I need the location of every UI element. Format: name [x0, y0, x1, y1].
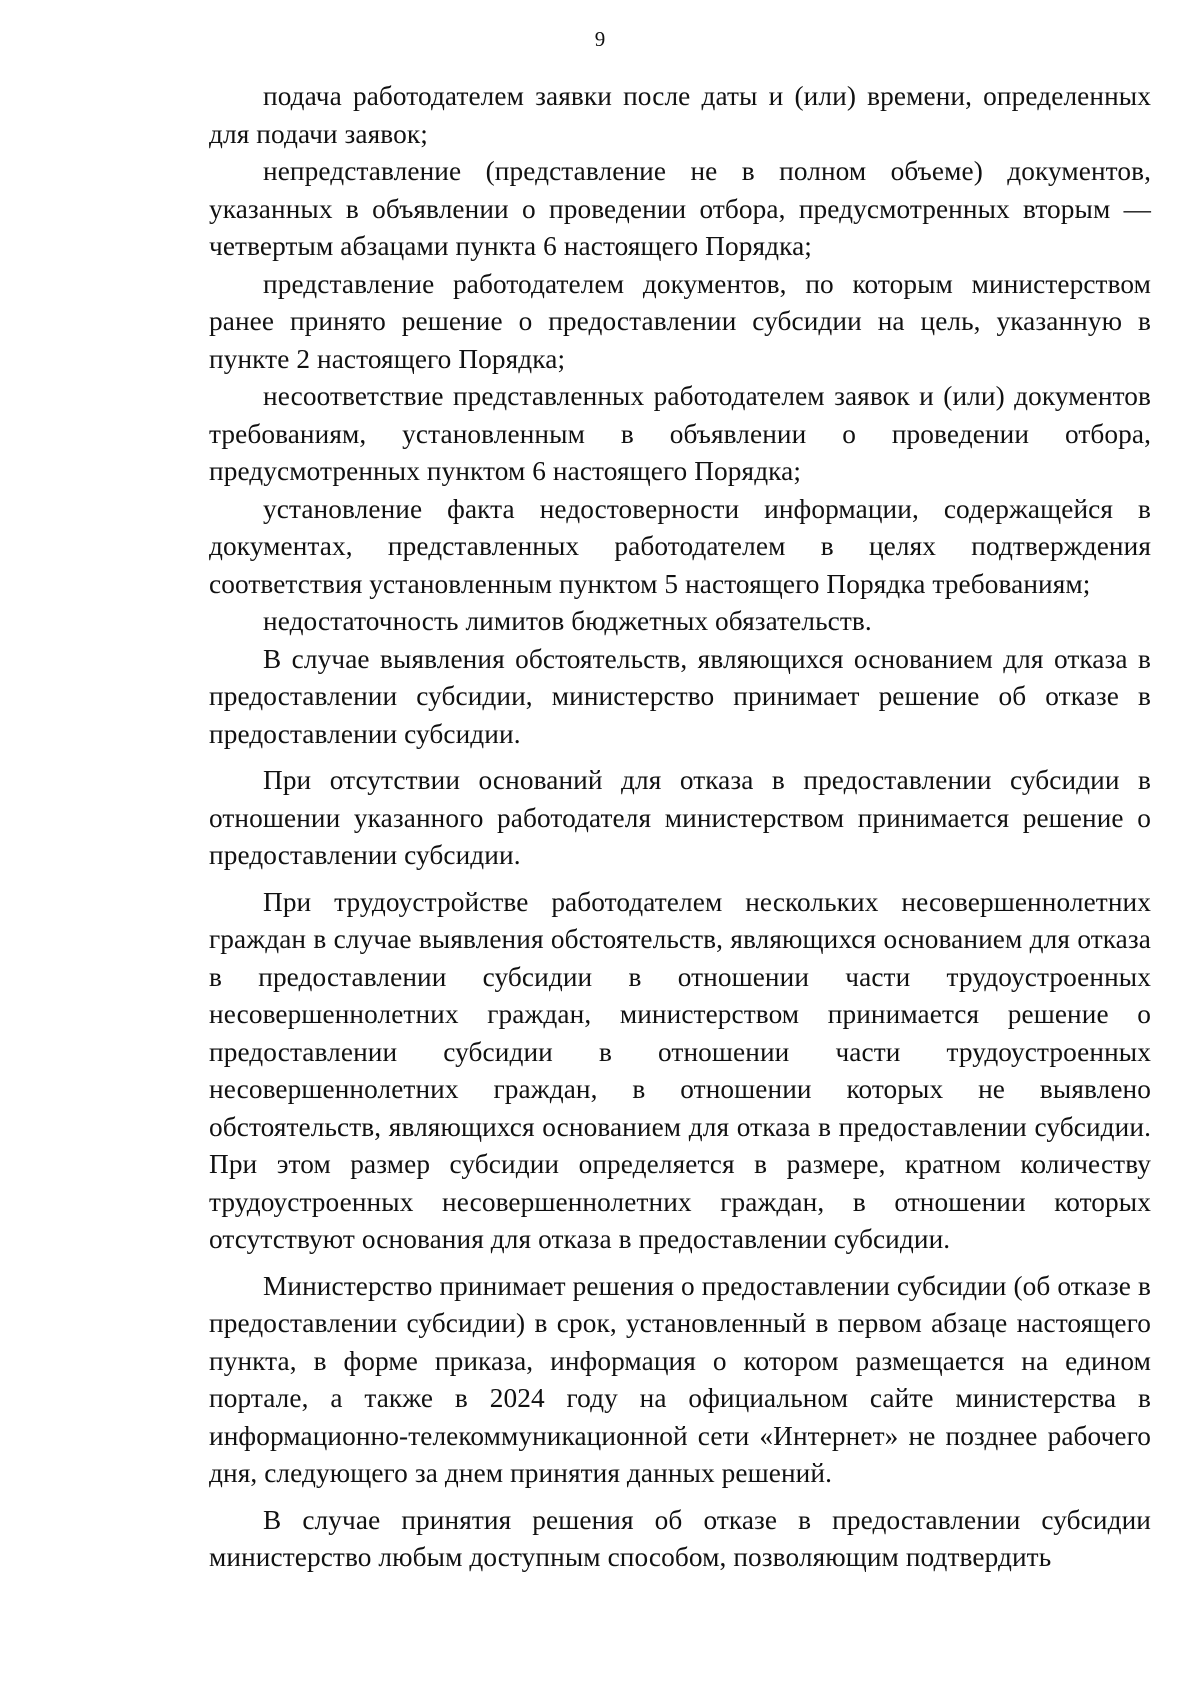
paragraph: В случае принятия решения об отказе в предоставлении субсидии министерство любым доступным способом, позволяющим подтвердить — [209, 1504, 1151, 1572]
paragraph: несоответствие представленных работодателем заявок и (или) документов требованиям, установленным в объявлении о проведении отбора, предусмотренных пунктом 6 настоящего Порядка; — [209, 381, 1151, 486]
document-body — [209, 78, 1151, 1577]
paragraph: В случае выявления обстоятельств, являющихся основанием для отказа в предоставлении субсидии, министерство принимает решение об отказе в предоставлении субсидии. — [209, 643, 1151, 749]
paragraph: недостаточность лимитов бюджетных обязательств. — [263, 606, 872, 636]
paragraph: При трудоустройстве работодателем нескольких несовершеннолетних граждан в случае выявления обстоятельств, являющихся основанием для отказа в предоставлении субсидии в отношении части трудоустроенных несовершеннолетних граждан, министерством принимается решение о предоставлении субсидии в отношении части трудоустроенных несовершеннолетних граждан, в отношении которых не выявлено обстоятельств, являющихся основанием для отказа в предоставлении субсидии. При этом размер субсидии определяется в размере, кратном количеству трудоустроенных несовершеннолетних граждан, в отношении которых отсутствуют основания для отказа в предоставлении субсидии. — [209, 886, 1151, 1254]
page-number: 9 — [594, 27, 606, 51]
paragraph: подача работодателем заявки после даты и (или) времени, определенных для подачи заявок; — [209, 81, 1151, 149]
paragraph: При отсутствии оснований для отказа в предоставлении субсидии в отношении указанного работодателя министерством принимается решение о предоставлении субсидии. — [209, 765, 1151, 870]
paragraph: представление работодателем документов, по которым министерством ранее принято решение о предоставлении субсидии на цель, указанную в пункте 2 настоящего Порядка; — [209, 268, 1151, 374]
paragraph: установление факта недостоверности информации, содержащейся в документах, представленных работодателем в целях подтверждения соответствия установленным пунктом 5 настоящего Порядка требованиям; — [209, 493, 1151, 599]
paragraph: непредставление (представление не в полном объеме) документов, указанных в объявлении о проведении отбора, предусмотренных вторым — четвертым абзацами пункта 6 настоящего Порядка; — [209, 156, 1151, 261]
paragraph: Министерство принимает решения о предоставлении субсидии (об отказе в предоставлении субсидии) в срок, установленный в первом абзаце настоящего пункта, в форме приказа, информация о котором размещается на едином портале, а также в 2024 году на официальном сайте министерства в информационно-телекоммуникационной сети «Интернет» не позднее рабочего дня, следующего за днем принятия данных решений. — [209, 1270, 1151, 1488]
